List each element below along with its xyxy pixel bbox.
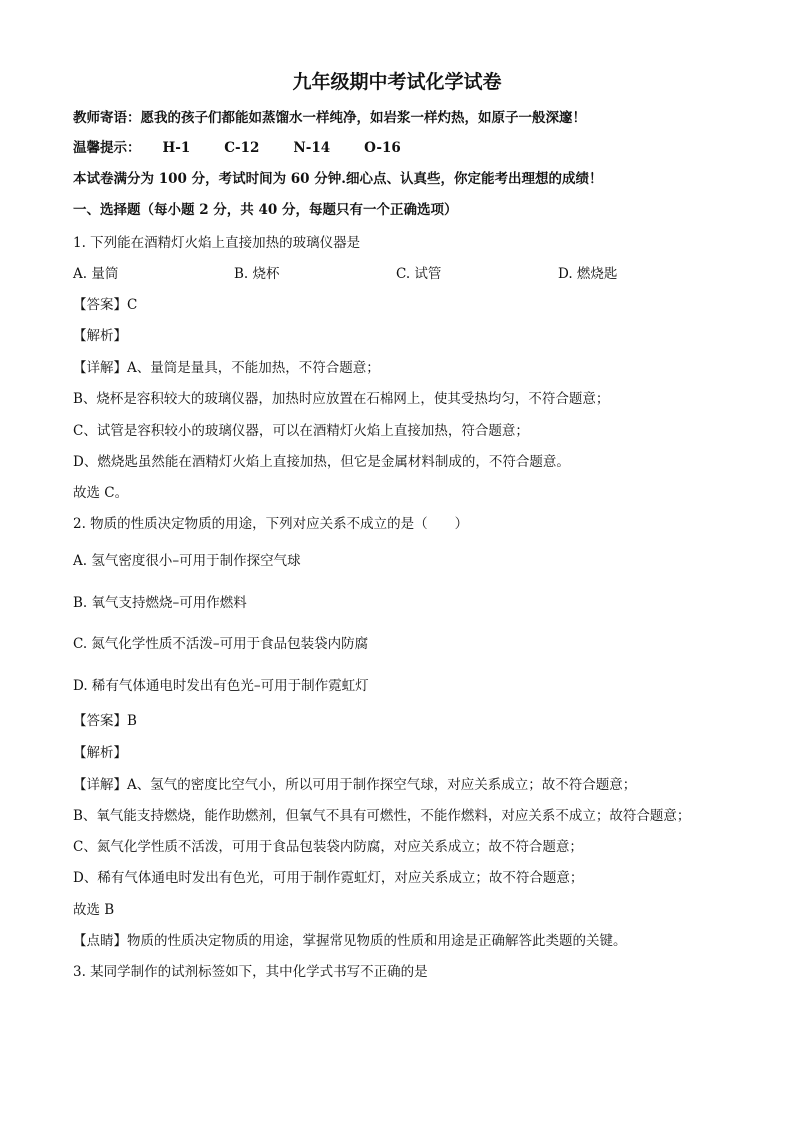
- question-2-option-d: D. 稀有气体通电时发出有色光–可用于制作霓虹灯: [73, 678, 369, 694]
- element-c: C-12: [224, 140, 260, 156]
- question-2-answer: 【答案】B: [73, 713, 137, 729]
- exam-info: 本试卷满分为 100 分，考试时间为 60 分钟.细心点、认真些，你定能考出理想的成绩！: [73, 171, 603, 187]
- question-2-analysis-label: 【解析】: [73, 745, 127, 761]
- question-2-stem: 2. 物质的性质决定物质的用途，下列对应关系不成立的是（ ）: [73, 516, 469, 532]
- question-1-option-c: C. 试管: [396, 266, 442, 282]
- hint-line: [73, 139, 401, 157]
- question-2-option-b: B. 氧气支持燃烧–可用作燃料: [73, 595, 247, 611]
- question-3-stem: 3. 某同学制作的试剂标签如下，其中化学式书写不正确的是: [73, 964, 428, 980]
- element-h: H-1: [162, 140, 191, 156]
- question-2-conclusion: 故选 B: [73, 902, 115, 918]
- element-n: N-14: [293, 140, 331, 156]
- question-2-option-a: A. 氢气密度很小–可用于制作探空气球: [73, 553, 301, 569]
- element-o: O-16: [364, 140, 401, 156]
- question-1-detail-a: 【详解】A、量筒是量具，不能加热，不符合题意；: [73, 360, 380, 376]
- hint-label: 温馨提示：: [73, 140, 141, 156]
- question-2-detail-c: C、氮气化学性质不活泼，可用于食品包装袋内防腐，对应关系成立；故不符合题意；: [73, 839, 583, 855]
- section-heading: 一、选择题（每小题 2 分，共 40 分，每题只有一个正确选项）: [73, 202, 458, 218]
- question-1-detail-d: D、燃烧匙虽然能在酒精灯火焰上直接加热，但它是金属材料制成的，不符合题意。: [73, 454, 570, 470]
- question-2-detail-d: D、稀有气体通电时发出有色光，可用于制作霓虹灯，对应关系成立；故不符合题意；: [73, 870, 584, 886]
- teacher-message: 教师寄语：愿我的孩子们都能如蒸馏水一样纯净，如岩浆一样灼热，如原子一般深邃！: [73, 110, 586, 126]
- question-2-detail-a: 【详解】A、氢气的密度比空气小，所以可用于制作探空气球，对应关系成立；故不符合题意；: [73, 777, 637, 793]
- question-1-detail-c: C、试管是容积较小的玻璃仪器，可以在酒精灯火焰上直接加热，符合题意；: [73, 423, 529, 439]
- question-1-analysis-label: 【解析】: [73, 328, 127, 344]
- question-1-conclusion: 故选 C。: [73, 485, 129, 501]
- question-2-detail-b: B、氧气能支持燃烧，能作助燃剂，但氧气不具有可燃性，不能作燃料，对应关系不成立；故符合题意；: [73, 808, 691, 824]
- question-1-option-b: B. 烧杯: [234, 266, 280, 282]
- question-1-detail-b: B、烧杯是容积较大的玻璃仪器，加热时应放置在石棉网上，使其受热均匀，不符合题意；: [73, 391, 610, 407]
- question-1-option-d: D. 燃烧匙: [558, 266, 618, 282]
- question-1-option-a: A. 量筒: [73, 266, 119, 282]
- page-title: 九年级期中考试化学试卷: [292, 71, 502, 93]
- question-1-stem: 1. 下列能在酒精灯火焰上直接加热的玻璃仪器是: [73, 235, 361, 251]
- question-2-comment: 【点睛】物质的性质决定物质的用途，掌握常见物质的性质和用途是正确解答此类题的关键。: [73, 933, 627, 949]
- question-1-answer: 【答案】C: [73, 297, 138, 313]
- question-2-option-c: C. 氮气化学性质不活泼–可用于食品包装袋内防腐: [73, 636, 369, 652]
